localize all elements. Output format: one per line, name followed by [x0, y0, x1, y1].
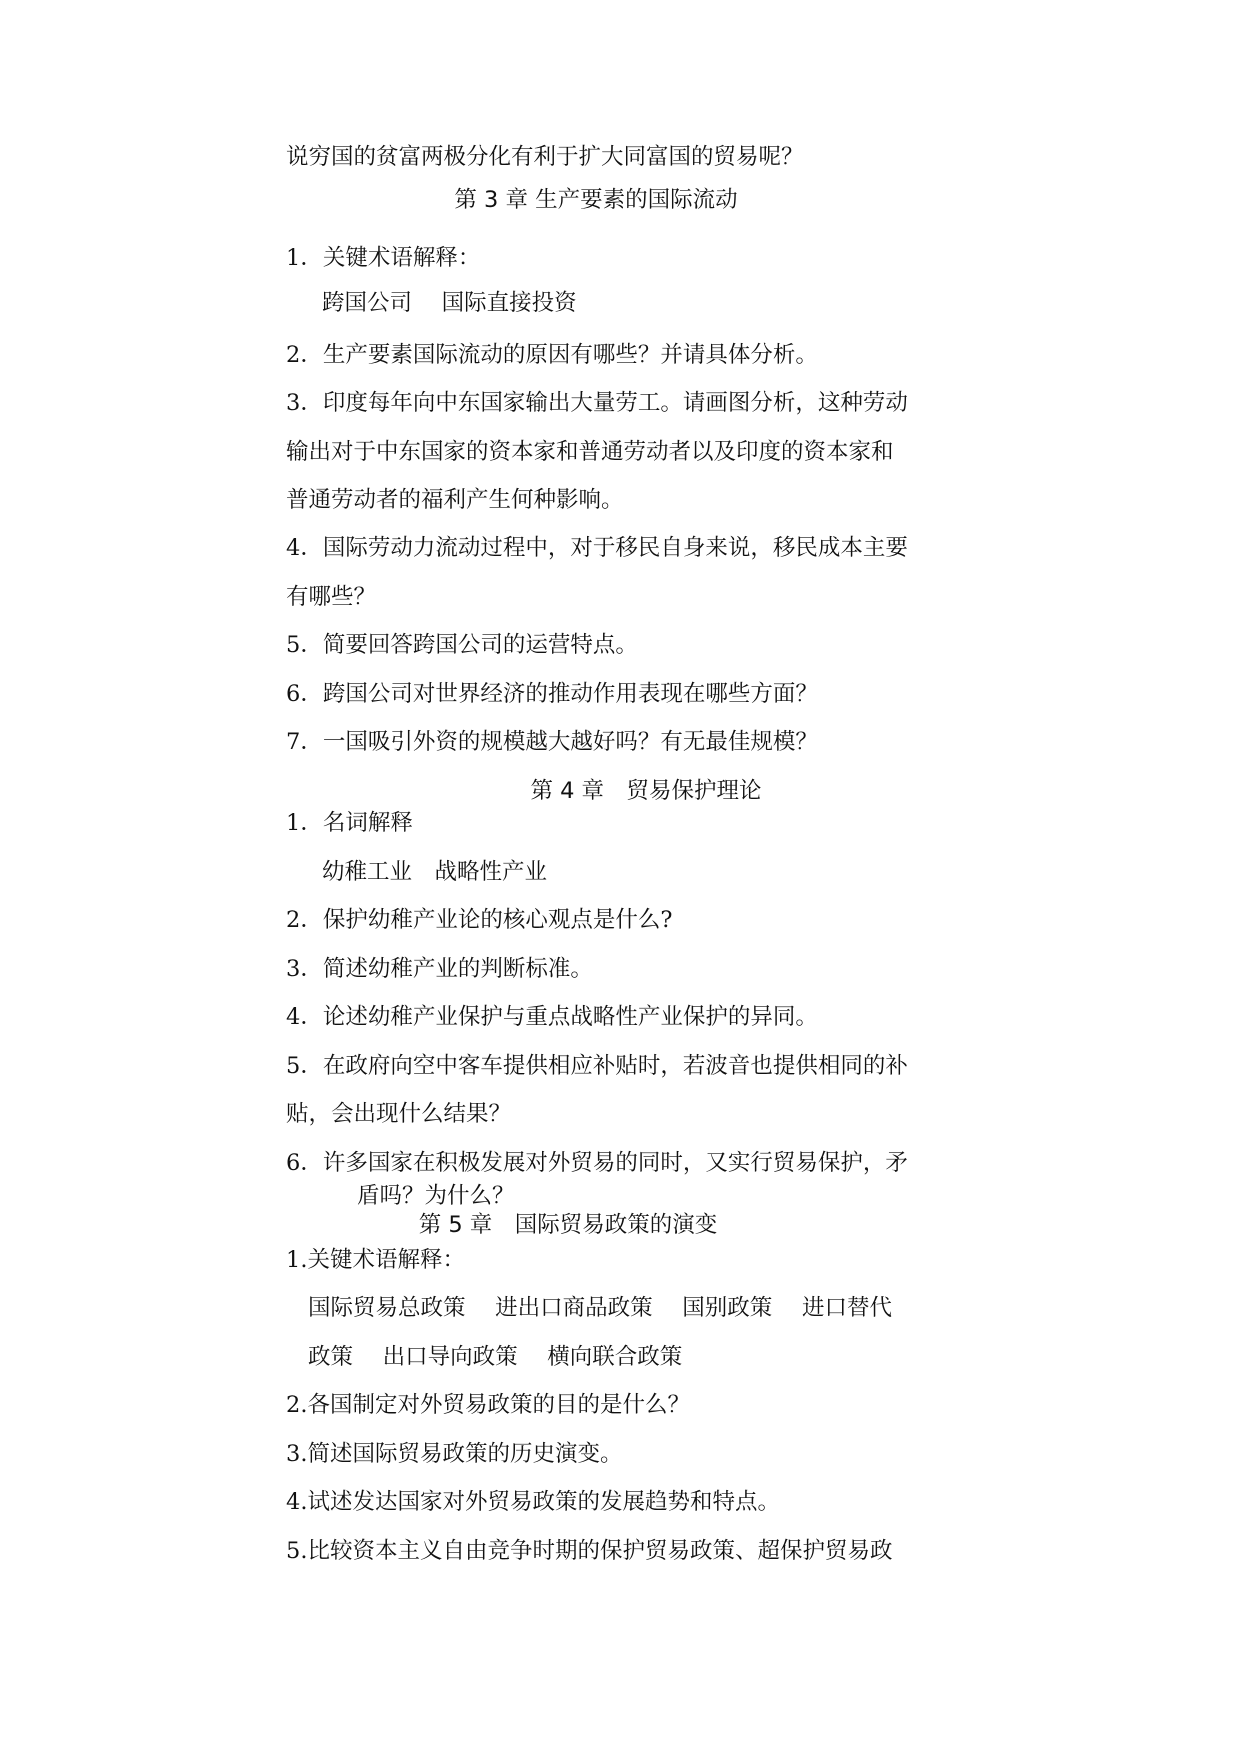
ch3-q3-line1: 3．印度每年向中东国家输出大量劳工。请画图分析，这种劳动 — [286, 390, 908, 416]
ch4-q1: 1．名词解释 — [286, 810, 413, 836]
ch5-q2: 2.各国制定对外贸易政策的目的是什么？ — [286, 1392, 690, 1418]
ch5-q5: 5.比较资本主义自由竞争时期的保护贸易政策、超保护贸易政 — [286, 1538, 893, 1564]
ch5-q3: 3.简述国际贸易政策的历史演变。 — [286, 1441, 623, 1467]
ch5-q1-terms-line1: 国际贸易总政策 进出口商品政策 国别政策 进口替代 — [308, 1295, 892, 1321]
ch4-q2: 2．保护幼稚产业论的核心观点是什么? — [286, 907, 673, 933]
ch4-q6-line1: 6．许多国家在积极发展对外贸易的同时，又实行贸易保护，矛 — [286, 1150, 908, 1176]
ch3-q1: 1．关键术语解释： — [286, 245, 481, 271]
ch3-q3-line3: 普通劳动者的福利产生何种影响。 — [286, 487, 624, 513]
ch4-q5-line2: 贴，会出现什么结果？ — [286, 1101, 512, 1127]
ch4-q5-line1: 5．在政府向空中客车提供相应补贴时，若波音也提供相同的补 — [286, 1053, 908, 1079]
ch4-q4: 4．论述幼稚产业保护与重点战略性产业保护的异同。 — [286, 1004, 818, 1030]
continuation-line: 说穷国的贫富两极分化有利于扩大同富国的贸易呢？ — [286, 144, 804, 170]
ch3-q5: 5．简要回答跨国公司的运营特点。 — [286, 632, 638, 658]
chapter-5-heading: 第 5 章 国际贸易政策的演变 — [418, 1212, 718, 1238]
ch3-q3-line2: 输出对于中东国家的资本家和普通劳动者以及印度的资本家和 — [286, 439, 894, 465]
ch3-q7: 7．一国吸引外资的规模越大越好吗？有无最佳规模？ — [286, 729, 818, 755]
ch5-q1-terms-line2: 政策 出口导向政策 横向联合政策 — [308, 1344, 683, 1370]
ch3-q4-line2: 有哪些？ — [286, 584, 377, 610]
ch4-q6-line2: 盾吗？为什么？ — [357, 1183, 515, 1209]
ch3-q6: 6．跨国公司对世界经济的推动作用表现在哪些方面？ — [286, 681, 818, 707]
ch3-q2: 2．生产要素国际流动的原因有哪些？并请具体分析。 — [286, 342, 818, 368]
ch5-q1: 1.关键术语解释： — [286, 1247, 465, 1273]
chapter-3-heading: 第 3 章 生产要素的国际流动 — [454, 187, 738, 213]
ch5-q4: 4.试述发达国家对外贸易政策的发展趋势和特点。 — [286, 1489, 780, 1515]
chapter-4-heading: 第 4 章 贸易保护理论 — [530, 778, 762, 804]
ch4-q3: 3．简述幼稚产业的判断标准。 — [286, 956, 593, 982]
ch3-q1-terms: 跨国公司 国际直接投资 — [322, 290, 577, 316]
ch4-q1-terms: 幼稚工业 战略性产业 — [322, 859, 548, 885]
ch3-q4-line1: 4．国际劳动力流动过程中，对于移民自身来说，移民成本主要 — [286, 535, 908, 561]
